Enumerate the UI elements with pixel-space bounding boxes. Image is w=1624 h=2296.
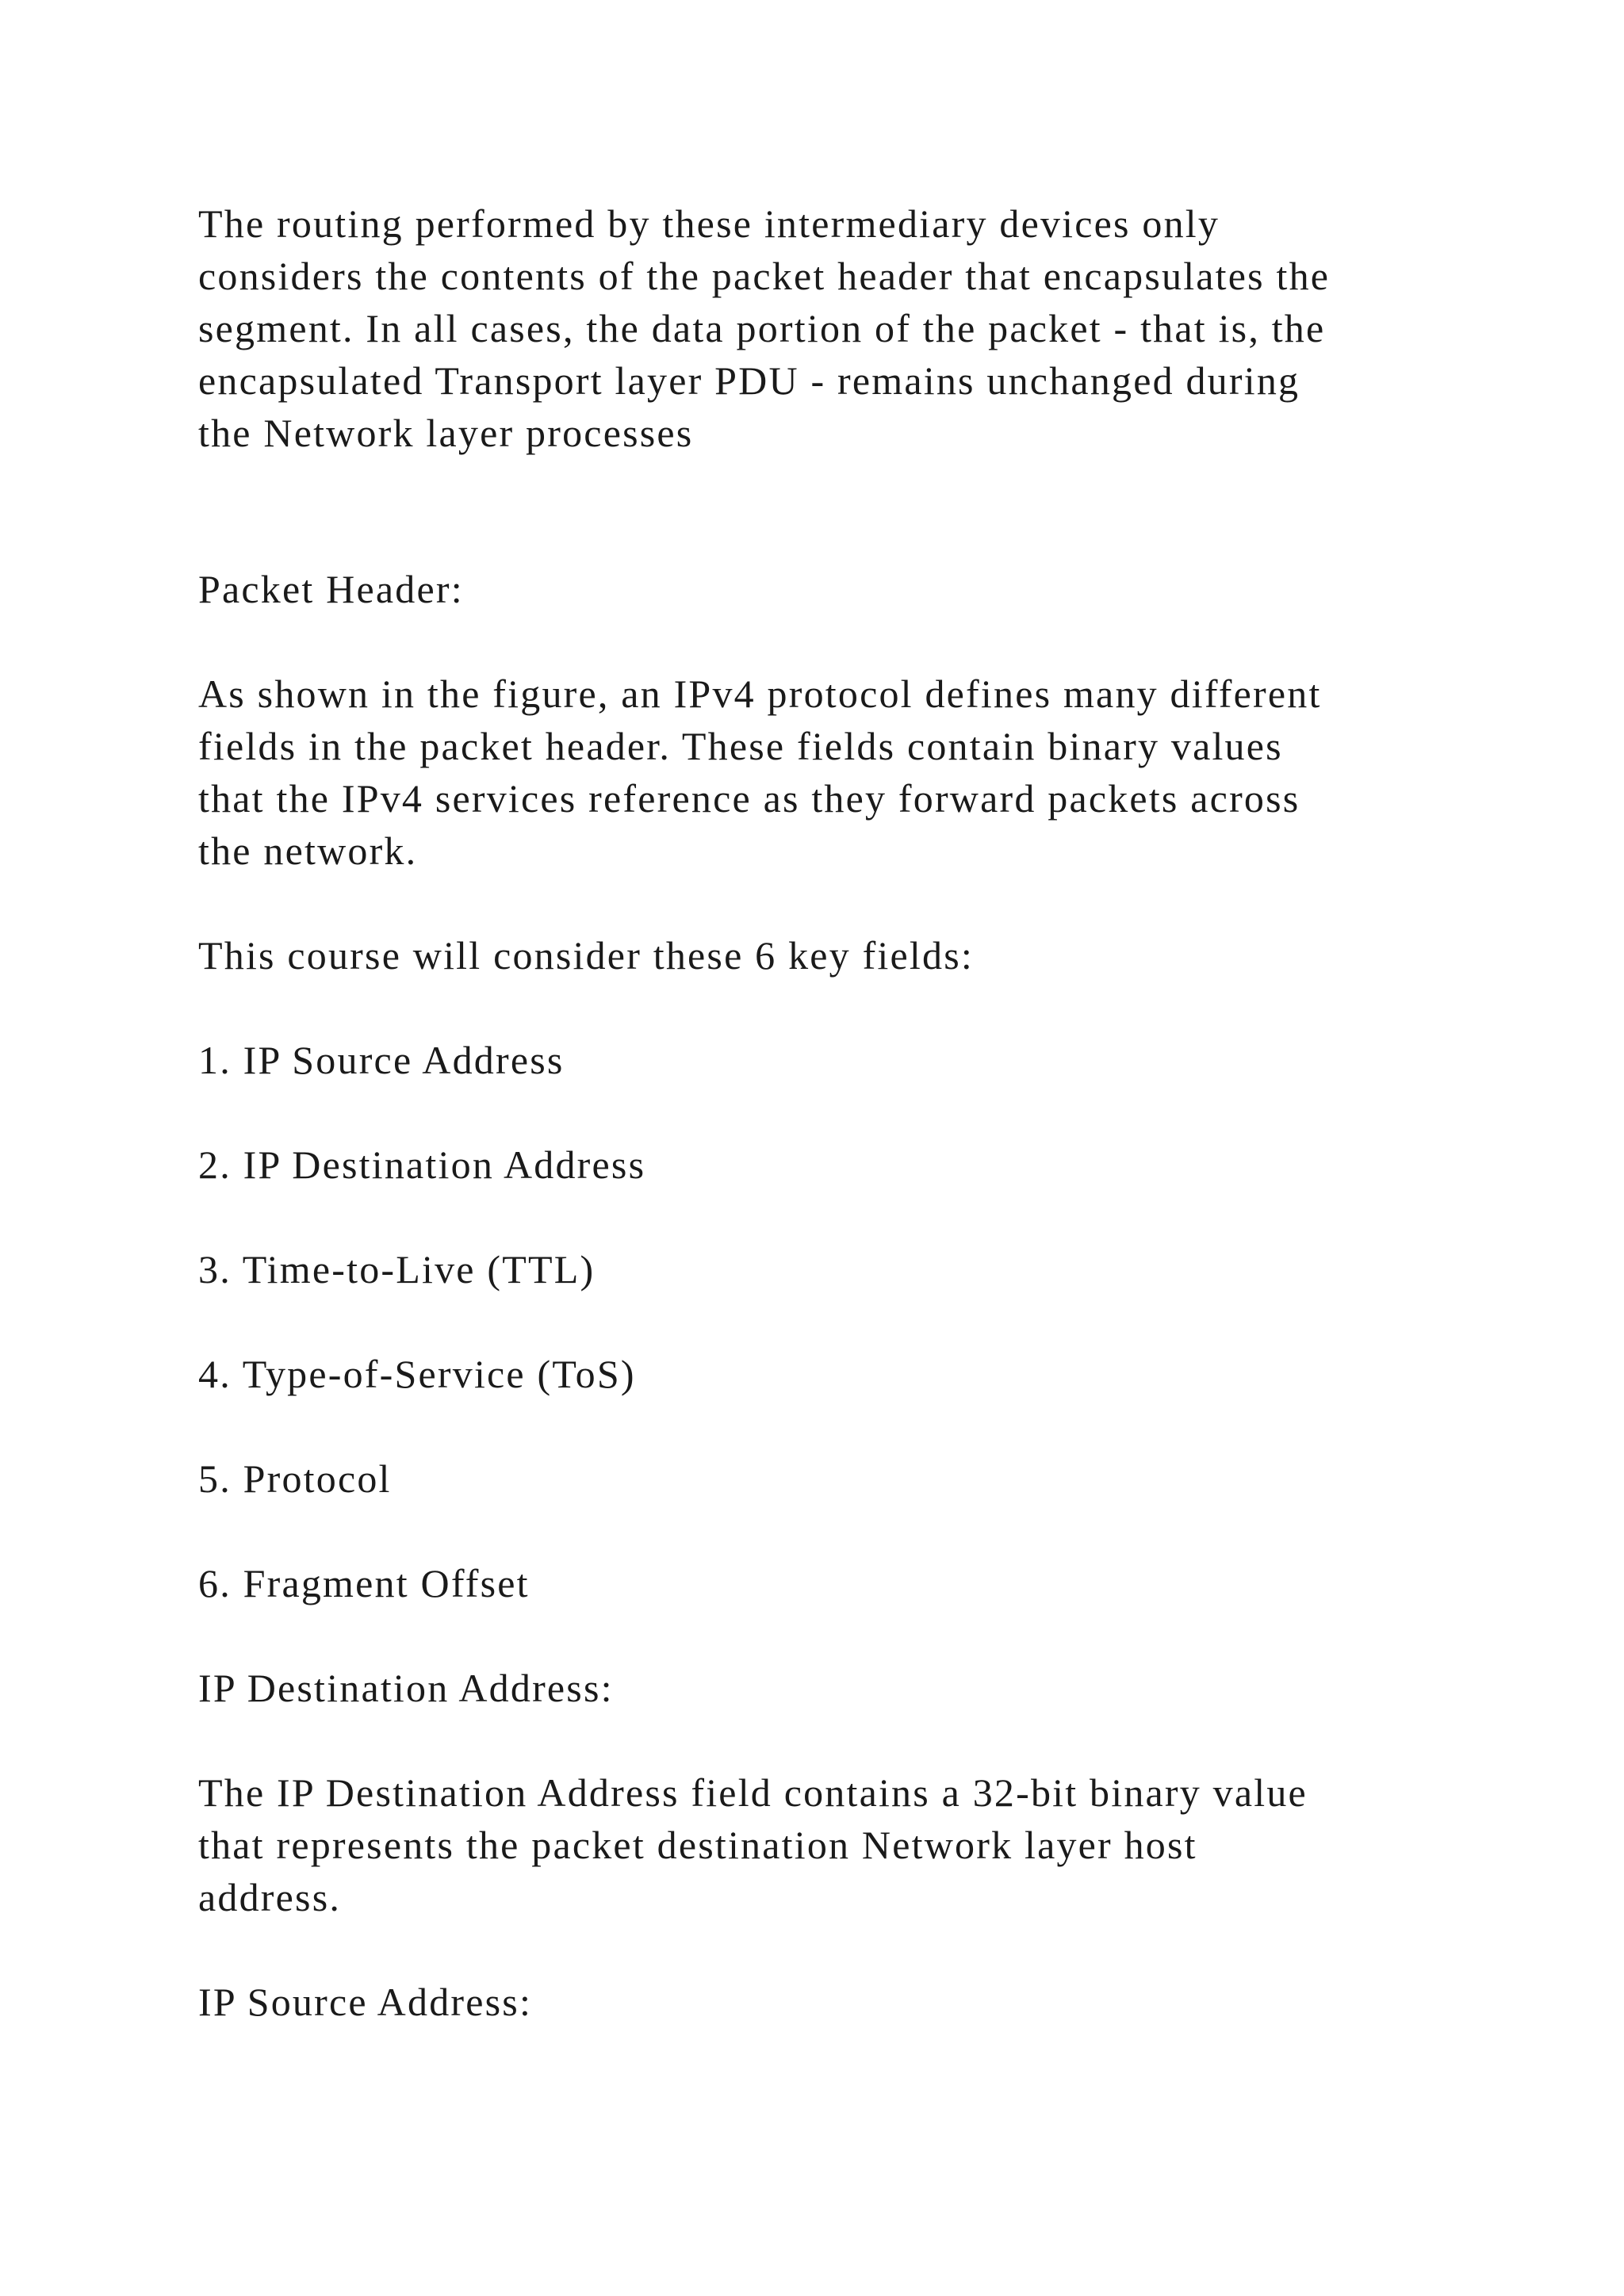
key-field-3: 3. Time-to-Live (TTL) xyxy=(198,1247,596,1292)
intro-line-3: segment. In all cases, the data portion of the packet - that is, the xyxy=(198,306,1326,350)
key-field-4: 4. Type-of-Service (ToS) xyxy=(198,1352,636,1396)
key-field-6: 6. Fragment Offset xyxy=(198,1561,530,1605)
dest-line-3: address. xyxy=(198,1875,342,1919)
key-field-2: 2. IP Destination Address xyxy=(198,1142,646,1187)
intro-line-2: considers the contents of the packet header that encapsulates the xyxy=(198,254,1331,298)
packet-header-heading: Packet Header: xyxy=(198,567,464,611)
key-field-1: 1. IP Source Address xyxy=(198,1038,565,1082)
packet-header-line-2: fields in the packet header. These fields contain binary values xyxy=(198,724,1283,768)
fields-intro: This course will consider these 6 key fields: xyxy=(198,933,974,978)
intro-line-1: The routing performed by these intermediary devices only xyxy=(198,201,1220,246)
dest-heading: IP Destination Address: xyxy=(198,1666,614,1710)
key-field-5: 5. Protocol xyxy=(198,1456,392,1501)
packet-header-line-4: the network. xyxy=(198,828,418,873)
intro-line-4: encapsulated Transport layer PDU - remains unchanged during xyxy=(198,358,1300,403)
packet-header-line-3: that the IPv4 services reference as they forward packets across xyxy=(198,776,1300,821)
dest-line-2: that represents the packet destination Network layer host xyxy=(198,1823,1197,1867)
dest-line-1: The IP Destination Address field contains a 32-bit binary value xyxy=(198,1770,1308,1815)
packet-header-line-1: As shown in the figure, an IPv4 protocol defines many different xyxy=(198,672,1322,716)
intro-line-5: the Network layer processes xyxy=(198,411,694,455)
source-heading: IP Source Address: xyxy=(198,1980,533,2024)
